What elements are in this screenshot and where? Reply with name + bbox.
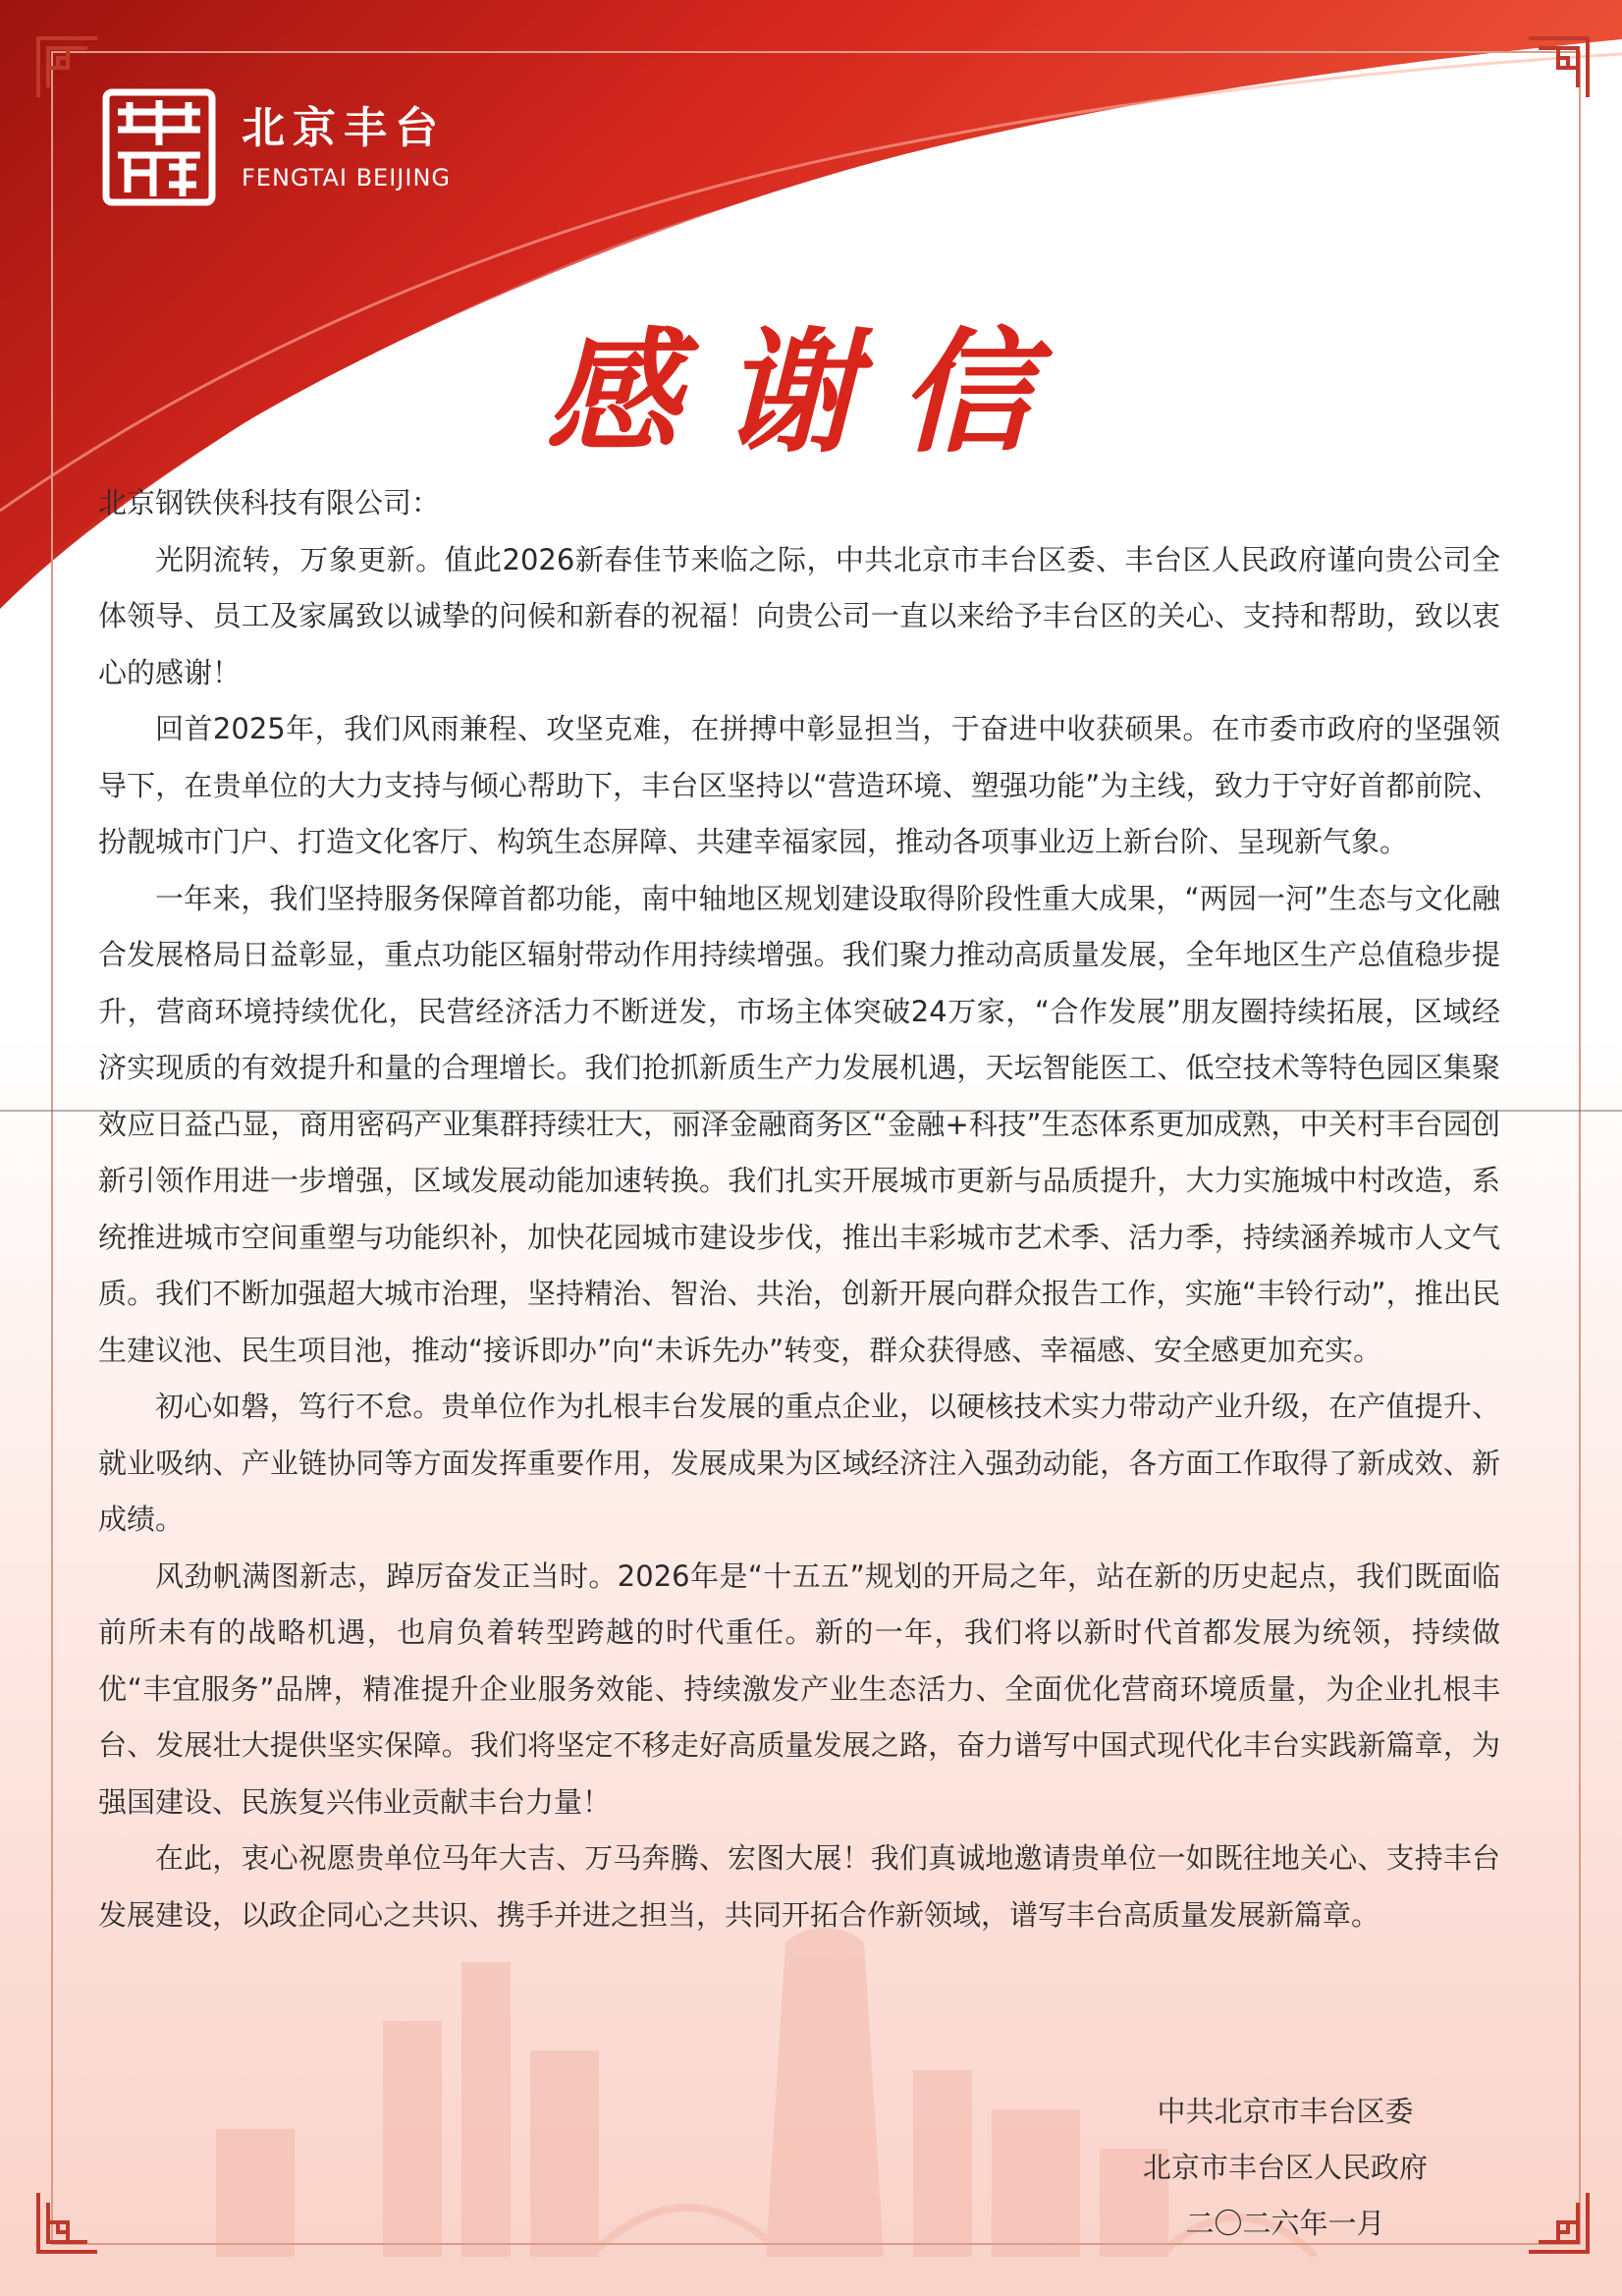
logo-chinese-name: 北京丰台 <box>242 103 446 153</box>
paragraph: 光阴流转，万象更新。值此2026新春佳节来临之际，中共北京市丰台区委、丰台区人民政府谨向贵公司全体领导、员工及家属致以诚挚的问候和新春的祝福！向贵公司一直以来给予丰台区的关心、支持和帮助，致以衷心的感谢！ <box>98 542 1500 689</box>
salutation: 北京钢铁侠科技有限公司： <box>98 486 441 519</box>
paragraph: 回首2025年，我们风雨兼程、攻坚克难，在拼搏中彰显担当，于奋进中收获硕果。在市委市政府的坚强领导下，在贵单位的大力支持与倾心帮助下，丰台区坚持以“营造环境、塑强功能”为主线，致力于守好首都前院、扮靓城市门户、打造文化客厅、构筑生态屏障、共建幸福家园，推动各项事业迈上新台阶、呈现新气象。 <box>98 712 1500 858</box>
letter-body <box>98 475 1500 1943</box>
paragraph: 初心如磐，笃行不怠。贵单位作为扎根丰台发展的重点企业，以硬核技术实力带动产业升级，在产值提升、就业吸纳、产业链协同等方面发挥重要作用，发展成果为区域经济注入强劲动能，各方面工作取得了新成效、新成绩。 <box>98 1390 1500 1536</box>
paragraph: 风劲帆满图新志，踔厉奋发正当时。2026年是“十五五”规划的开局之年，站在新的历史起点，我们既面临前所未有的战略机遇，也肩负着转型跨越的时代重任。新的一年，我们将以新时代首都发展为统领，持续做优“丰宜服务”品牌，精准提升企业服务效能、持续激发产业生态活力、全面优化营商环境质量，为企业扎根丰台、发展壮大提供坚实保障。我们将坚定不移走好高质量发展之路，奋力谱写中国式现代化丰台实践新篇章，为强国建设、民族复兴伟业贡献丰台力量！ <box>98 1558 1500 1819</box>
signature-district-government: 北京市丰台区人民政府 <box>1142 2151 1428 2184</box>
corner-ornament-icon <box>33 2188 102 2257</box>
logo-english-name: FENGTAI BEIJING <box>242 164 451 191</box>
fengtai-seal-icon <box>98 86 220 208</box>
letter-date: 二〇二六年一月 <box>1185 2207 1385 2240</box>
paragraph: 一年来，我们坚持服务保障首都功能，南中轴地区规划建设取得阶段性重大成果，“两园一河”生态与文化融合发展格局日益彰显，重点功能区辐射带动作用持续增强。我们聚力推动高质量发展，全年地区生产总值稳步提升，营商环境持续优化，民营经济活力不断迸发，市场主体突破24万家，“合作发展”朋友圈持续拓展，区域经济实现质的有效提升和量的合理增长。我们抢抓新质生产力发展机遇，天坛智能医工、低空技术等特色园区集聚效应日益凸显，商用密码产业集群持续壮大，丽泽金融商务区“金融+科技”生态体系更加成熟，中关村丰台园创新引领作用进一步增强，区域发展动能加速转换。我们扎实开展城市更新与品质提升，大力实施城中村改造，系统推进城市空间重塑与功能织补，加快花园城市建设步伐，推出丰彩城市艺术季、活力季，持续涵养城市人文气质。我们不断加强超大城市治理，坚持精治、智治、共治，创新开展向群众报告工作，实施“丰铃行动”，推出民生建议池、民生项目池，推动“接诉即办”向“未诉先办”转变，群众获得感、幸福感、安全感更加充实。 <box>98 881 1500 1367</box>
corner-ornament-icon <box>1524 2188 1593 2257</box>
paragraph: 在此，衷心祝愿贵单位马年大吉、万马奔腾、宏图大展！我们真诚地邀请贵单位一如既往地关心、支持丰台发展建设，以政企同心之共识、携手并进之担当，共同开拓合作新领域，谱写丰台高质量发展新篇章。 <box>98 1841 1500 1932</box>
corner-ornament-icon <box>1524 33 1593 102</box>
signature-block <box>1143 2084 1428 2252</box>
signature-district-committee: 中共北京市丰台区委 <box>1157 2095 1414 2128</box>
paper-fold-line <box>0 1110 1622 1112</box>
corner-ornament-icon <box>33 33 102 102</box>
fengtai-logo <box>98 86 451 208</box>
letter-title: 感谢信 <box>546 314 1076 471</box>
